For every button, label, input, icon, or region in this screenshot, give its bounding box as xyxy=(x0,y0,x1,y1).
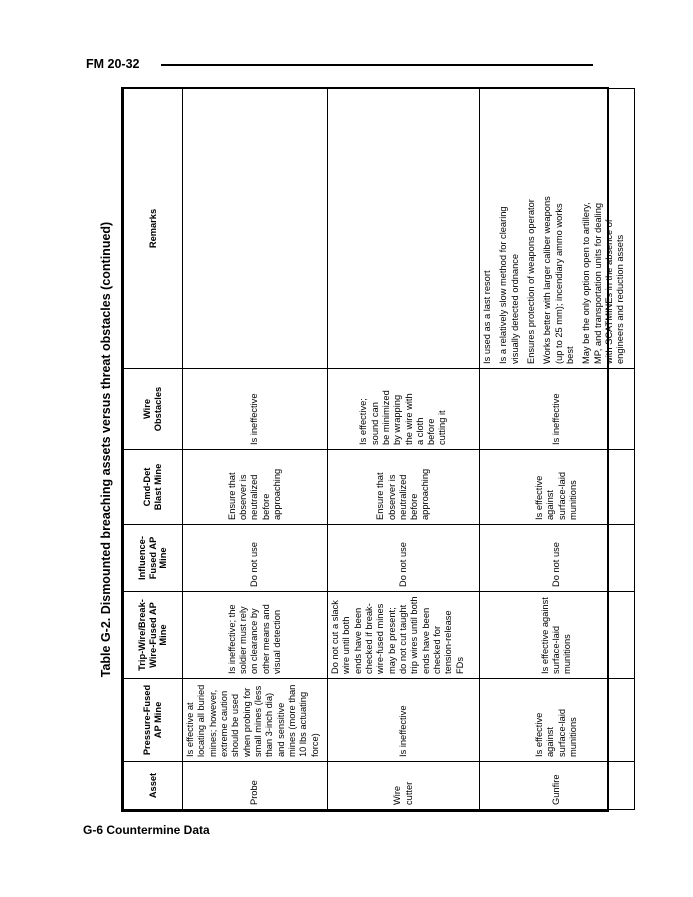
table-border xyxy=(121,87,626,812)
table-row xyxy=(328,89,480,810)
remark-item: Works better with larger caliber weapons (up to 25 mm); incendiary ammo works best xyxy=(542,196,575,364)
cell-asset: Probe xyxy=(183,762,328,810)
col-header-pressure-fused: Pressure-Fused AP Mine xyxy=(124,679,183,762)
cell-asset: Gunfire xyxy=(480,762,635,810)
cell-influence-fused: Do not use xyxy=(328,525,480,592)
cell-asset: Wire cutter xyxy=(328,762,480,810)
cell-remarks xyxy=(328,89,480,369)
col-header-remarks: Remarks xyxy=(124,89,183,369)
col-header-wire-obstacles: Wire Obstacles xyxy=(124,369,183,450)
page-footer: G-6 Countermine Data xyxy=(83,823,210,837)
cell-remarks xyxy=(183,89,328,369)
cell-influence-fused: Do not use xyxy=(183,525,328,592)
breaching-assets-table xyxy=(123,88,635,810)
cell-trip-wire: Is effective against surface-laid munitions xyxy=(480,592,635,679)
rotated-table-frame xyxy=(92,87,626,812)
cell-pressure-fused: Is effective at locating all buried mines; however, extreme caution should be used when probing for small mines (less than 3-inch dia) and sensitive mines (more than 10 lbs actuating force) xyxy=(183,679,328,762)
col-header-cmd-det: Cmd-Det Blast Mine xyxy=(124,450,183,525)
cell-cmd-det: Is effective against surface-laid munitions xyxy=(480,450,635,525)
cell-pressure-fused: Is effective against surface-laid munitions xyxy=(480,679,635,762)
cell-cmd-det: Ensure that observer is neutralized before approaching xyxy=(328,450,480,525)
remark-item: May be the only option open to artillery, MP, and transportation units for dealing with SCATMINEs in the absence of engineers and reduction assets xyxy=(581,202,626,364)
table-caption: Table G-2. Dismounted breaching assets versus threat obstacles (continued) xyxy=(99,221,113,678)
remark-item: Ensures protection of weapons operator xyxy=(525,199,536,364)
cell-influence-fused: Do not use xyxy=(480,525,635,592)
cell-trip-wire: Is ineffective; the soldier must rely on clearance by other means and visual detection xyxy=(183,592,328,679)
remark-item: Is a relatively slow method for clearing visually detected ordnance xyxy=(498,206,520,364)
col-header-trip-wire: Trip-Wire/Break- Wire-Fused AP Mine xyxy=(124,592,183,679)
header-row xyxy=(124,89,183,810)
header-rule xyxy=(161,64,593,66)
cell-trip-wire: Do not cut a slack wire until both ends have been checked if break- wire-fused mines may be present; do not cut taught trip wires until both ends have been checked for tension-release FDs xyxy=(328,592,480,679)
col-header-influence-fused: Influence- Fused AP Mine xyxy=(124,525,183,592)
table-row xyxy=(480,89,635,810)
cell-wire-obstacles: Is ineffective xyxy=(480,369,635,450)
cell-pressure-fused: Is ineffective xyxy=(328,679,480,762)
cell-remarks xyxy=(480,89,635,369)
remark-item: Is used as a last resort xyxy=(482,270,492,364)
cell-cmd-det: Ensure that observer is neutralized before approaching xyxy=(183,450,328,525)
table-row xyxy=(183,89,328,810)
cell-wire-obstacles: Is effective; sound can be minimized by wrapping the wire with a cloth before cutting it xyxy=(328,369,480,450)
col-header-asset: Asset xyxy=(124,762,183,810)
document-id: FM 20-32 xyxy=(86,57,140,71)
cell-wire-obstacles: Is ineffective xyxy=(183,369,328,450)
